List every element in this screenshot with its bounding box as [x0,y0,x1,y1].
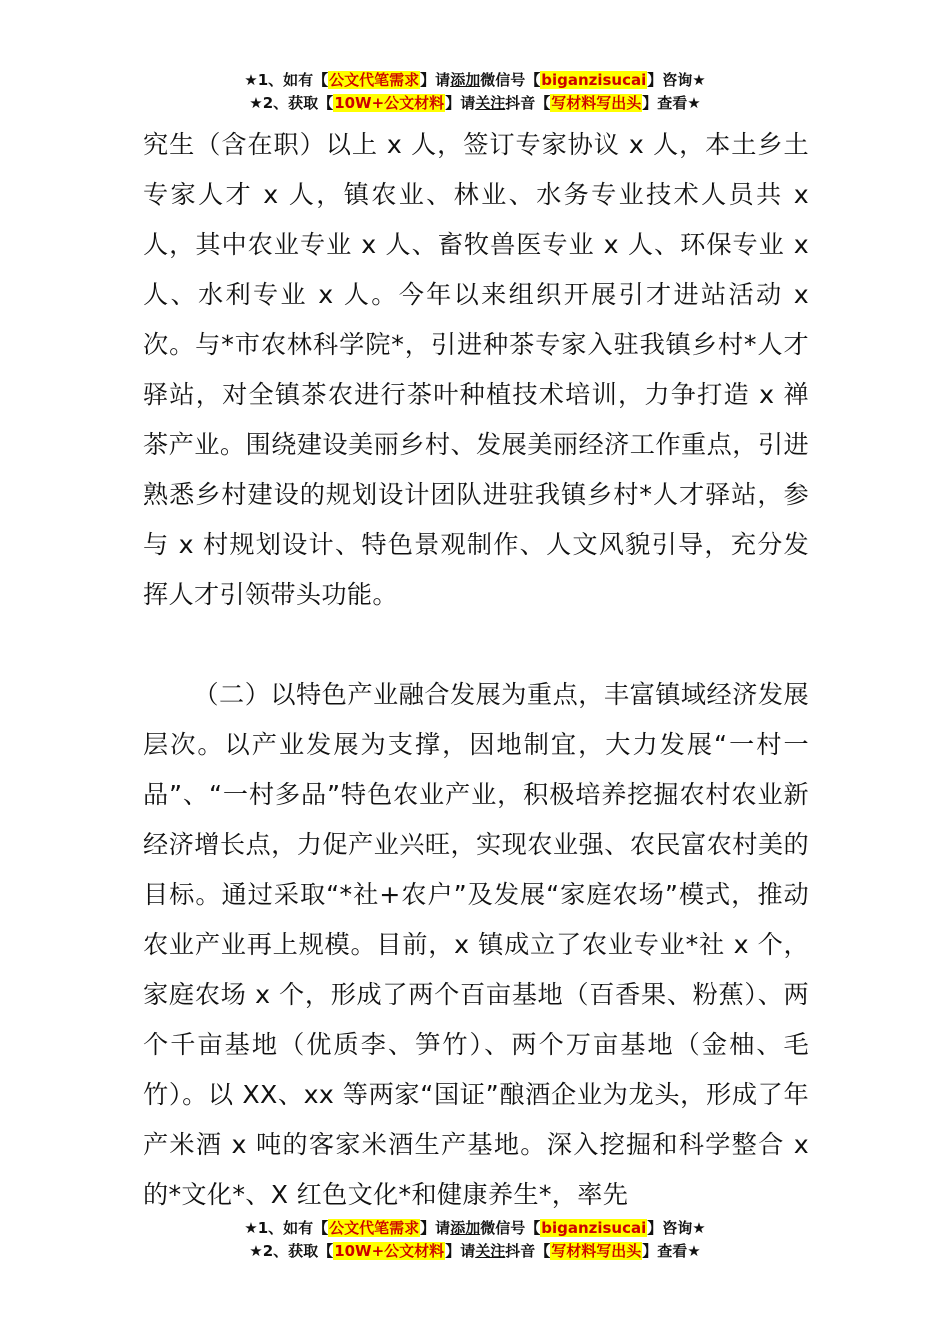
promo-wechat-id: biganzisucai [541,71,647,89]
promo-text: ★1、如有【 [244,71,329,89]
promo-text: 】查看★ [642,94,701,112]
promo-text: 抖音【 [505,1242,551,1260]
promo-text: ★1、如有【 [244,1219,329,1237]
promo-text: ★2、获取【 [249,94,334,112]
promo-text: 】咨询★ [647,71,706,89]
promo-underline: 添加 [450,71,481,89]
promo-text: 微信号【 [480,1219,541,1237]
promo-text: 】请 [445,1242,476,1260]
promo-douyin-id: 写材料写出头 [551,94,642,112]
promo-text: 】请 [445,94,476,112]
promo-douyin-id: 写材料写出头 [551,1242,642,1260]
promo-underline: 关注 [475,1242,506,1260]
promo-highlight: 公文代笔需求 [329,71,420,89]
promo-text: 抖音【 [505,94,551,112]
promo-underline: 添加 [450,1219,481,1237]
body-paragraph-1: 究生（含在职）以上 x 人，签订专家协议 x 人，本土乡土专家人才 x 人，镇农业、林业、水务专业技术人员共 x 人，其中农业专业 x 人、畜牧兽医专业 x 人、环保专业 x 人、水利专业 x 人。今年以来组织开展引才进站活动 x 次。与*市农林科学院*，引进种茶专家入驻我镇乡村*人才驿站，对全镇茶农进行茶叶种植技术培训，力争打造 x 禅茶产业。围绕建设美丽乡村、发展美丽经济工作重点，引进熟悉乡村建设的规划设计团队进驻我镇乡村*人才驿站，参与 x 村规划设计、特色景观制作、人文风貌引导，充分发挥人才引领带头功能。 [143,130,809,609]
promo-text: ★2、获取【 [249,1242,334,1260]
promo-highlight: 10W+公文材料 [334,1242,445,1260]
promo-line-1 [0,69,950,92]
footer-promo-banner [0,1217,950,1263]
promo-highlight: 公文代笔需求 [329,1219,420,1237]
promo-line-2 [0,92,950,115]
promo-underline: 关注 [475,94,506,112]
promo-highlight: 10W+公文材料 [334,94,445,112]
promo-text: 】咨询★ [647,1219,706,1237]
promo-wechat-id: biganzisucai [541,1219,647,1237]
header-promo-banner [0,69,950,115]
promo-text: 微信号【 [480,71,541,89]
promo-text: 】请 [420,1219,451,1237]
promo-text: 】请 [420,71,451,89]
body-paragraph-2: （二）以特色产业融合发展为重点，丰富镇域经济发展层次。以产业发展为支撑，因地制宜，大力发展“一村一品”、“一村多品”特色农业产业，积极培养挖掘农村农业新经济增长点，力促产业兴旺，实现农业强、农民富农村美的目标。通过采取“*社+农户”及发展“家庭农场”模式，推动农业产业再上规模。目前，x 镇成立了农业专业*社 x 个，家庭农场 x 个，形成了两个百亩基地（百香果、粉蕉）、两个千亩基地（优质李、笋竹）、两个万亩基地（金柚、毛竹）。以 XX、xx 等两家“国证”酿酒企业为龙头，形成了年产米酒 x 吨的客家米酒生产基地。深入挖掘和科学整合 x 的*文化*、X 红色文化*和健康养生*，率先 [143,680,809,1209]
promo-line-2 [0,1240,950,1263]
promo-line-1 [0,1217,950,1240]
document-body [143,120,809,1220]
promo-text: 】查看★ [642,1242,701,1260]
